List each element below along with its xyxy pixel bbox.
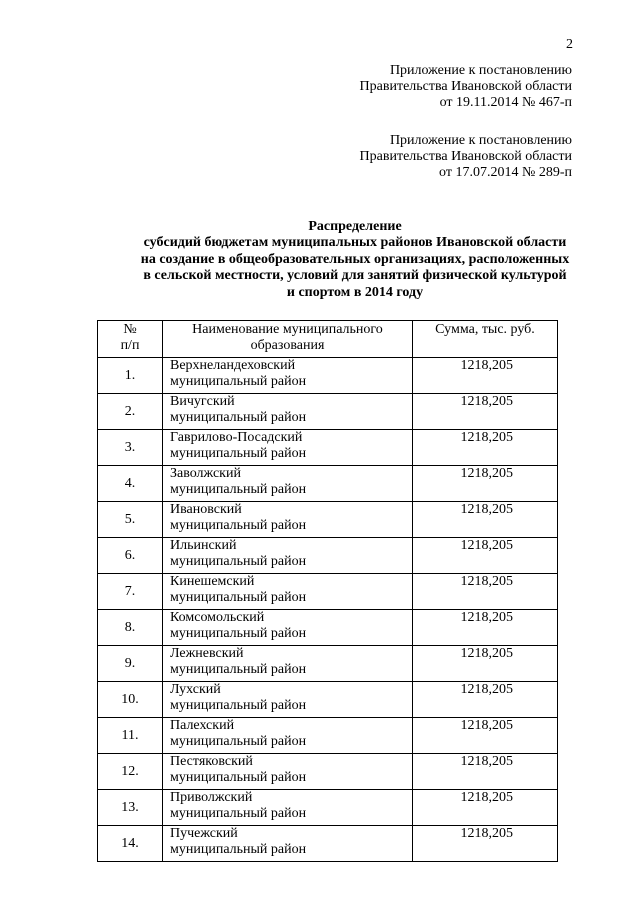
row-number: 10.	[98, 682, 163, 718]
table-row	[98, 610, 558, 646]
municipality-name: Вичугский	[170, 394, 235, 409]
municipality-type: муниципальный район	[170, 518, 307, 533]
row-sum: 1218,205	[413, 358, 558, 394]
municipality-type: муниципальный район	[170, 842, 307, 857]
municipality-name: Лухский	[170, 682, 221, 697]
table-row	[98, 358, 558, 394]
municipality-name: Лежневский	[170, 646, 244, 661]
row-sum: 1218,205	[413, 826, 558, 862]
row-municipality	[163, 574, 413, 610]
row-number: 5.	[98, 502, 163, 538]
row-municipality	[163, 394, 413, 430]
header-sum	[413, 321, 558, 358]
row-number: 13.	[98, 790, 163, 826]
row-municipality	[163, 610, 413, 646]
row-number: 7.	[98, 574, 163, 610]
row-municipality	[163, 718, 413, 754]
row-sum: 1218,205	[413, 538, 558, 574]
appendix-line: от 17.07.2014 № 289-п	[439, 165, 572, 180]
table-row	[98, 718, 558, 754]
row-municipality	[163, 754, 413, 790]
header-number-line1: №	[123, 322, 137, 337]
row-number: 14.	[98, 826, 163, 862]
table-row	[98, 754, 558, 790]
header-name-line1: Наименование муниципального	[192, 322, 383, 337]
appendix-line: Правительства Ивановской области	[359, 79, 572, 94]
row-municipality	[163, 502, 413, 538]
row-sum: 1218,205	[413, 466, 558, 502]
row-municipality	[163, 646, 413, 682]
appendix-line: Правительства Ивановской области	[359, 149, 572, 164]
table-row	[98, 574, 558, 610]
municipality-type: муниципальный район	[170, 410, 307, 425]
table-row	[98, 430, 558, 466]
distribution-table	[97, 320, 558, 862]
row-municipality	[163, 358, 413, 394]
title-line: в сельской местности, условий для занятий физической культурой	[143, 268, 567, 284]
table-row	[98, 826, 558, 862]
row-municipality	[163, 790, 413, 826]
document-title	[60, 219, 640, 301]
appendix-line: Приложение к постановлению	[389, 63, 572, 78]
municipality-type: муниципальный район	[170, 482, 307, 497]
row-number: 6.	[98, 538, 163, 574]
municipality-type: муниципальный район	[170, 806, 307, 821]
municipality-type: муниципальный район	[170, 374, 307, 389]
table-row	[98, 646, 558, 682]
row-municipality	[163, 682, 413, 718]
page-number: 2	[566, 37, 573, 52]
header-sum-label: Сумма, тыс. руб.	[435, 322, 535, 337]
row-number: 4.	[98, 466, 163, 502]
row-number: 9.	[98, 646, 163, 682]
row-municipality	[163, 430, 413, 466]
table-header-row	[98, 321, 558, 358]
header-name-line2: образования	[250, 338, 325, 353]
municipality-name: Палехский	[170, 718, 235, 733]
row-sum: 1218,205	[413, 610, 558, 646]
municipality-type: муниципальный район	[170, 590, 307, 605]
row-sum: 1218,205	[413, 790, 558, 826]
header-number	[98, 321, 163, 358]
title-line: Распределение	[308, 219, 402, 234]
table-row	[98, 790, 558, 826]
municipality-name: Комсомольский	[170, 610, 265, 625]
row-number: 12.	[98, 754, 163, 790]
row-sum: 1218,205	[413, 394, 558, 430]
title-line: на создание в общеобразовательных организациях, расположенных	[140, 251, 570, 267]
row-sum: 1218,205	[413, 682, 558, 718]
row-municipality	[163, 826, 413, 862]
municipality-name: Ивановский	[170, 502, 242, 517]
row-number: 2.	[98, 394, 163, 430]
title-line: и спортом в 2014 году	[286, 284, 424, 300]
municipality-name: Ильинский	[170, 538, 237, 553]
row-number: 1.	[98, 358, 163, 394]
table-row	[98, 394, 558, 430]
row-number: 11.	[98, 718, 163, 754]
table-row	[98, 502, 558, 538]
municipality-type: муниципальный район	[170, 662, 307, 677]
appendix-line: от 19.11.2014 № 467-п	[439, 95, 572, 110]
appendix-reference-1	[360, 63, 572, 111]
header-number-line2: п/п	[120, 338, 140, 353]
table-row	[98, 538, 558, 574]
municipality-type: муниципальный район	[170, 626, 307, 641]
row-sum: 1218,205	[413, 646, 558, 682]
row-sum: 1218,205	[413, 754, 558, 790]
municipality-type: муниципальный район	[170, 698, 307, 713]
table-row	[98, 682, 558, 718]
row-sum: 1218,205	[413, 430, 558, 466]
municipality-name: Гаврилово-Посадский	[170, 430, 303, 445]
row-municipality	[163, 538, 413, 574]
header-name	[163, 321, 413, 358]
row-municipality	[163, 466, 413, 502]
appendix-line: Приложение к постановлению	[389, 133, 572, 148]
municipality-type: муниципальный район	[170, 734, 307, 749]
municipality-name: Пестяковский	[170, 754, 253, 769]
municipality-type: муниципальный район	[170, 446, 307, 461]
municipality-name: Заволжский	[170, 466, 241, 481]
row-sum: 1218,205	[413, 502, 558, 538]
row-number: 8.	[98, 610, 163, 646]
row-number: 3.	[98, 430, 163, 466]
row-sum: 1218,205	[413, 574, 558, 610]
row-sum: 1218,205	[413, 718, 558, 754]
appendix-reference-2	[360, 133, 572, 181]
table-row	[98, 466, 558, 502]
title-line: субсидий бюджетам муниципальных районов Ивановской области	[143, 235, 567, 251]
municipality-name: Приволжский	[170, 790, 253, 805]
municipality-type: муниципальный район	[170, 770, 307, 785]
municipality-name: Верхнеландеховский	[170, 358, 296, 373]
municipality-name: Пучежский	[170, 826, 238, 841]
municipality-type: муниципальный район	[170, 554, 307, 569]
municipality-name: Кинешемский	[170, 574, 255, 589]
